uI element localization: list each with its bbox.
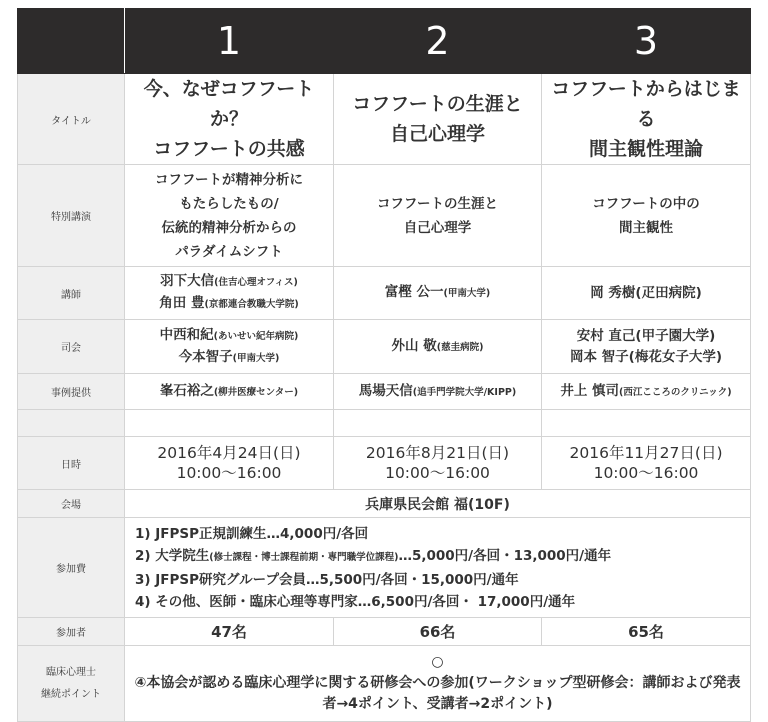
title-2-line-1: コフフートの生涯と — [352, 93, 523, 115]
date-3-day: 2016年11月27日(日) — [569, 444, 723, 462]
venue-label: 会場 — [18, 490, 125, 518]
lecturer-3 — [542, 267, 751, 320]
fee-line-2-tail: …5,000円/各回・13,000円/通年 — [398, 547, 612, 564]
moderator-3-name-2: 岡本 智子(梅花女子大学) — [569, 348, 723, 365]
lecturer-1-name-2: 角田 豊 — [159, 295, 205, 311]
header-corner — [18, 9, 125, 74]
session-number-3: 3 — [542, 9, 751, 74]
spacer-2 — [334, 410, 542, 437]
date-2 — [334, 437, 542, 490]
points-label-line-1: 臨床心理士 — [46, 666, 96, 678]
lecturer-1-line-1 — [125, 271, 333, 293]
title-2 — [334, 74, 542, 165]
lecturer-1-aff-2: (京都連合教職大学院) — [204, 299, 299, 310]
spacer-3 — [542, 410, 751, 437]
lecture-1-line-1: コフフートが精神分析に — [154, 171, 304, 188]
date-1-time: 10:00〜16:00 — [176, 464, 282, 482]
title-1-line-1: 今、なぜコフフートか？ — [143, 78, 315, 130]
moderator-2-name: 外山 敬 — [391, 337, 437, 354]
date-1-day: 2016年4月24日(日) — [157, 444, 301, 462]
title-1-line-2: コフフートの共感 — [153, 138, 305, 160]
attendees-2: 66名 — [334, 618, 542, 646]
moderator-row — [18, 320, 751, 374]
lecture-row — [18, 165, 751, 267]
fee-line-2-main: 2) 大学院生 — [135, 547, 210, 564]
header-row — [18, 9, 751, 74]
case-1 — [125, 374, 334, 410]
case-2-aff: (追手門学院大学/KIPP) — [412, 386, 517, 398]
case-1-aff: (柳井医療センター) — [213, 386, 299, 398]
lecture-3-line-2: 間主観性 — [619, 219, 673, 236]
title-3-line-1: コフフートからはじまる — [551, 78, 741, 130]
title-3-line-2: 間主観性理論 — [588, 138, 703, 160]
spacer-1 — [125, 410, 334, 437]
moderator-2 — [334, 320, 542, 374]
title-row — [18, 74, 751, 165]
lecture-1-line-4: パラダイムシフト — [175, 243, 283, 260]
title-2-line-2: 自己心理学 — [389, 123, 485, 145]
lecture-3 — [542, 165, 751, 267]
attendees-3: 65名 — [542, 618, 751, 646]
lecturer-1-name-1: 羽下大信 — [160, 273, 215, 289]
points-label — [18, 646, 125, 722]
seminar-schedule-table — [17, 8, 751, 722]
moderator-1-name-2: 今本智子 — [178, 348, 233, 365]
lecture-1 — [125, 165, 334, 267]
moderator-1-aff-2: (甲南大学) — [232, 352, 280, 364]
fee-line-2 — [135, 545, 750, 569]
lecturer-1-aff-1: (住吉心理オフィス) — [214, 277, 298, 288]
fee-row — [18, 518, 751, 618]
points-row — [18, 646, 751, 722]
moderator-1-name-1: 中西和紀 — [159, 326, 214, 343]
moderator-1-aff-1: (あいせい紀年病院) — [213, 330, 299, 342]
venue-value: 兵庫県民会館 福(10F) — [125, 490, 751, 518]
lecture-2-line-2: 自己心理学 — [403, 219, 472, 236]
fee-line-1: 1) JFPSP正規訓練生…4,000円/各回 — [135, 525, 369, 542]
moderator-2-aff: (慈圭病院) — [436, 341, 484, 353]
title-3 — [542, 74, 751, 165]
date-3-time: 10:00〜16:00 — [593, 464, 699, 482]
points-value — [125, 646, 751, 722]
points-mark: ○ — [431, 654, 444, 670]
fee-line-2-note: (修士課程・博士課程前期・専門職学位課程) — [209, 551, 399, 563]
attendees-label: 参加者 — [18, 618, 125, 646]
case-row — [18, 374, 751, 410]
fee-line-3: 3) JFPSP研究グループ会員…5,500円/各回・15,000円/通年 — [135, 571, 519, 588]
session-number-2: 2 — [334, 9, 542, 74]
lecturer-3-name: 岡 秀樹(疋田病院) — [590, 284, 702, 301]
attendees-1: 47名 — [125, 618, 334, 646]
fee-line-4: 4) その他、医師・臨床心理等専門家…6,500円/各回・ 17,000円/通年 — [135, 593, 576, 610]
lecture-3-line-1: コフフートの中の — [592, 195, 700, 212]
moderator-3 — [542, 320, 751, 374]
spacer-label — [18, 410, 125, 437]
lecturer-1 — [125, 267, 334, 320]
date-2-time: 10:00〜16:00 — [385, 464, 490, 482]
session-number-1: 1 — [125, 9, 334, 74]
lecturer-2-aff: (甲南大学) — [443, 288, 491, 299]
moderator-1-line-2 — [125, 347, 333, 369]
case-1-name: 峯石裕之 — [159, 382, 214, 399]
lecture-1-line-3: 伝統的精神分析からの — [161, 219, 297, 236]
moderator-3-name-1: 安村 直己(甲子園大学) — [576, 327, 716, 344]
venue-row — [18, 490, 751, 518]
case-2-name: 馬場天信 — [358, 382, 413, 399]
points-text: ④本協会が認める臨床心理学に関する研修会への参加(ワークショップ型研修会：講師および発表者→4ポイント、受講者→2ポイント) — [134, 675, 741, 712]
date-row — [18, 437, 751, 490]
title-label: タイトル — [18, 74, 125, 165]
lecture-2 — [334, 165, 542, 267]
case-3-name: 井上 慎司 — [560, 382, 620, 399]
moderator-1 — [125, 320, 334, 374]
case-label: 事例提供 — [18, 374, 125, 410]
spacer-row — [18, 410, 751, 437]
lecturer-2 — [334, 267, 542, 320]
date-2-day: 2016年8月21日(日) — [365, 444, 510, 462]
case-2 — [334, 374, 542, 410]
case-3 — [542, 374, 751, 410]
date-1 — [125, 437, 334, 490]
points-label-line-2: 継続ポイント — [41, 688, 101, 700]
attendees-row — [18, 618, 751, 646]
case-3-aff: (西江こころのクリニック) — [619, 386, 732, 398]
moderator-1-line-1 — [125, 325, 333, 347]
date-label: 日時 — [18, 437, 125, 490]
fee-list — [125, 518, 751, 618]
title-1 — [125, 74, 334, 165]
lecture-1-line-2: もたらしたもの/ — [179, 195, 279, 212]
lecturer-label: 講師 — [18, 267, 125, 320]
lecturer-row — [18, 267, 751, 320]
lecturer-1-line-2 — [125, 293, 333, 315]
date-3 — [542, 437, 751, 490]
lecture-label: 特別講演 — [18, 165, 125, 267]
fee-label: 参加費 — [18, 518, 125, 618]
lecturer-2-name: 富樫 公一 — [384, 284, 444, 300]
moderator-label: 司会 — [18, 320, 125, 374]
lecture-2-line-1: コフフートの生涯と — [376, 195, 499, 212]
